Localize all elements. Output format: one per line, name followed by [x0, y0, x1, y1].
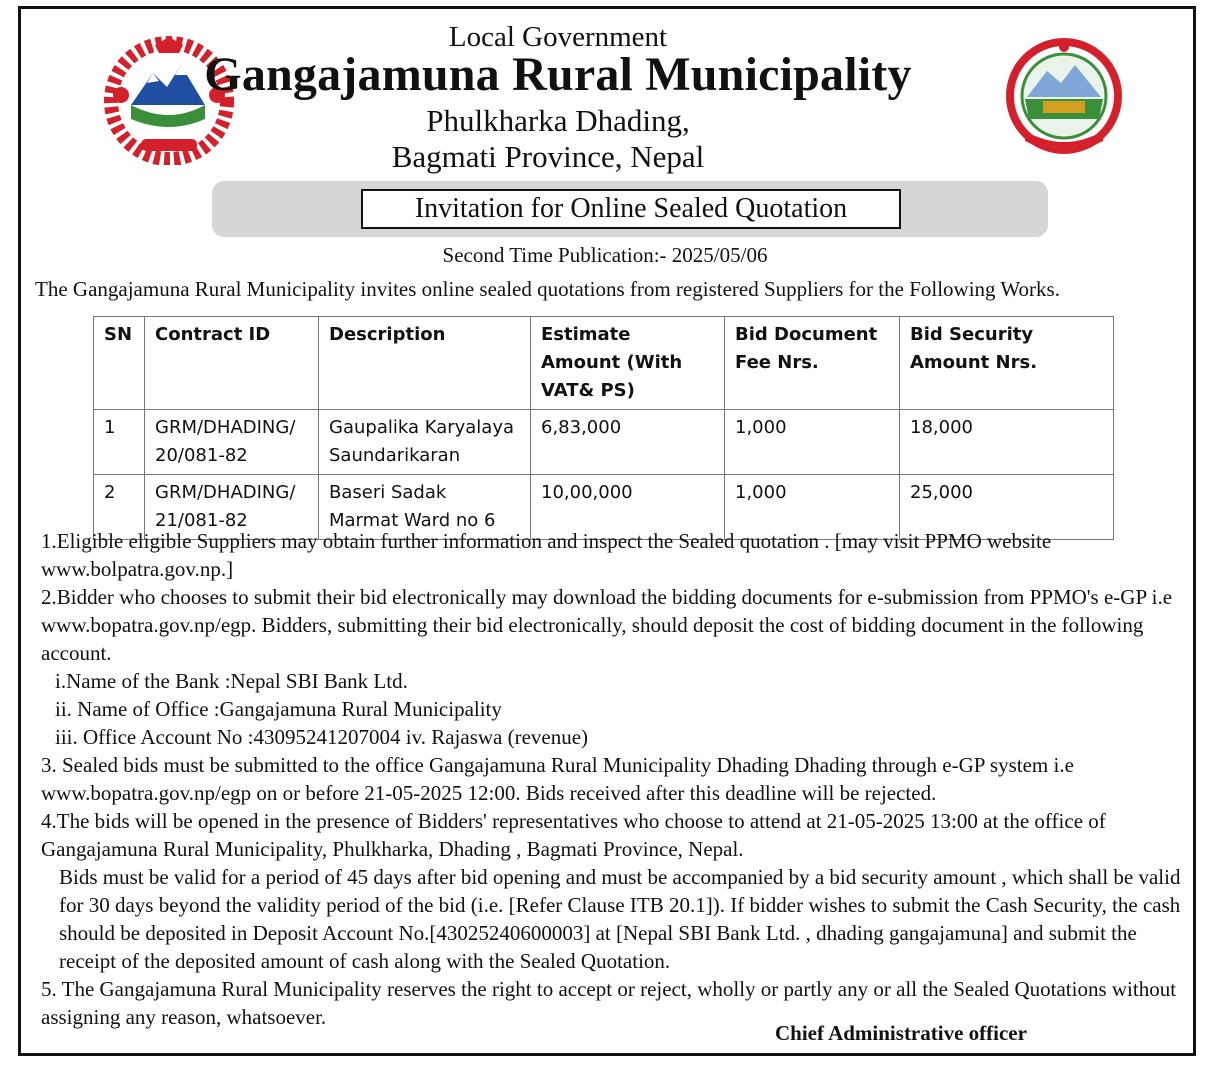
- cell-sn: 1: [94, 410, 145, 475]
- table-row: [94, 410, 1114, 475]
- note-3: 3. Sealed bids must be submitted to the office Gangajamuna Rural Municipality Dhading Dhading through e-GP system i.e www.bopatra.gov.np/egp on or before 21-05-2025 12:00. Bids received after this deadline will be rejected.: [41, 753, 1074, 805]
- notes-list: [41, 527, 1191, 1031]
- municipality-logo-icon: [1003, 37, 1125, 155]
- cell-contract-id: GRM/DHADING/ 21/081-82: [145, 475, 319, 540]
- intro-text: The Gangajamuna Rural Municipality invites online sealed quotations from registered Suppliers for the Following Works.: [35, 277, 1060, 301]
- note-4-bid-validity: Bids must be valid for a period of 45 days after bid opening and must be accompanied by a bid security amount , which shall be valid for 30 days beyond the validity period of the bid (i.e. [Refer Clause ITB 20.1]). If bidder wishes to submit the Cash Security, the cash should be deposited in Deposit Account No.[43025240600003] at [Nepal SBI Bank Ltd. , dhading gangajamuna] and submit the receipt of the deposited amount of cash along with the Sealed Quotation.: [59, 865, 1181, 973]
- header: [21, 21, 1199, 181]
- municipality-title: Gangajamuna Rural Municipality: [204, 48, 912, 101]
- header-line-local-government: Local Government: [448, 21, 668, 53]
- header-province-line: Bagmati Province, Nepal: [391, 139, 705, 174]
- cell-description: Gaupalika Karyalaya Saundarikaran: [319, 410, 531, 475]
- publication-date: Second Time Publication:- 2025/05/06: [442, 243, 768, 267]
- cell-description: Baseri Sadak Marmat Ward no 6: [319, 475, 531, 540]
- table-header-row: [94, 317, 1114, 410]
- cell-bid-security: 25,000: [900, 475, 1114, 540]
- cell-bid-document-fee: 1,000: [725, 410, 900, 475]
- cell-contract-id: GRM/DHADING/ 20/081-82: [145, 410, 319, 475]
- banner-title: Invitation for Online Sealed Quotation: [361, 189, 901, 229]
- note-5: 5. The Gangajamuna Rural Municipality reserves the right to accept or reject, wholly or partly any or all the Sealed Quotations without assigning any reason, whatsoever.: [41, 977, 1177, 1029]
- note-1: 1.Eligible eligible Suppliers may obtain further information and inspect the Sealed quotation . [may visit PPMO website www.bolpatra.gov.np.]: [41, 529, 1052, 581]
- cell-estimate-amount: 6,83,000: [531, 410, 725, 475]
- note-2: 2.Bidder who chooses to submit their bid electronically may download the bidding documents for e-submission from PPMO's e-GP i.e www.bopatra.gov.np/egp. Bidders, submitting their bid electronically, should deposit the cost of bidding document in the following account.: [41, 585, 1173, 665]
- notice-frame: [18, 6, 1196, 1056]
- col-description: Description: [319, 317, 531, 410]
- cell-bid-document-fee: 1,000: [725, 475, 900, 540]
- col-estimate-amount: Estimate Amount (With VAT& PS): [531, 317, 725, 410]
- note-2-bank-name: i.Name of the Bank :Nepal SBI Bank Ltd.: [55, 669, 408, 693]
- col-sn: SN: [94, 317, 145, 410]
- note-2-office-name: ii. Name of Office :Gangajamuna Rural Municipality: [55, 697, 502, 721]
- col-contract-id: Contract ID: [145, 317, 319, 410]
- works-table: [93, 316, 1114, 540]
- cell-sn: 2: [94, 475, 145, 540]
- col-bid-security: Bid Security Amount Nrs.: [900, 317, 1114, 410]
- signature-title: Chief Administrative officer: [775, 1021, 1027, 1045]
- header-address-line: Phulkharka Dhading,: [426, 103, 690, 138]
- cell-estimate-amount: 10,00,000: [531, 475, 725, 540]
- note-2-account-no: iii. Office Account No :43095241207004 iv. Rajaswa (revenue): [55, 725, 589, 749]
- cell-bid-security: 18,000: [900, 410, 1114, 475]
- note-4: 4.The bids will be opened in the presence of Bidders' representatives who choose to attend at 21-05-2025 13:00 at the office of Gangajamuna Rural Municipality, Phulkharka, Dhading , Bagmati Province, Nepal.: [41, 809, 1106, 861]
- col-bid-document-fee: Bid Document Fee Nrs.: [725, 317, 900, 410]
